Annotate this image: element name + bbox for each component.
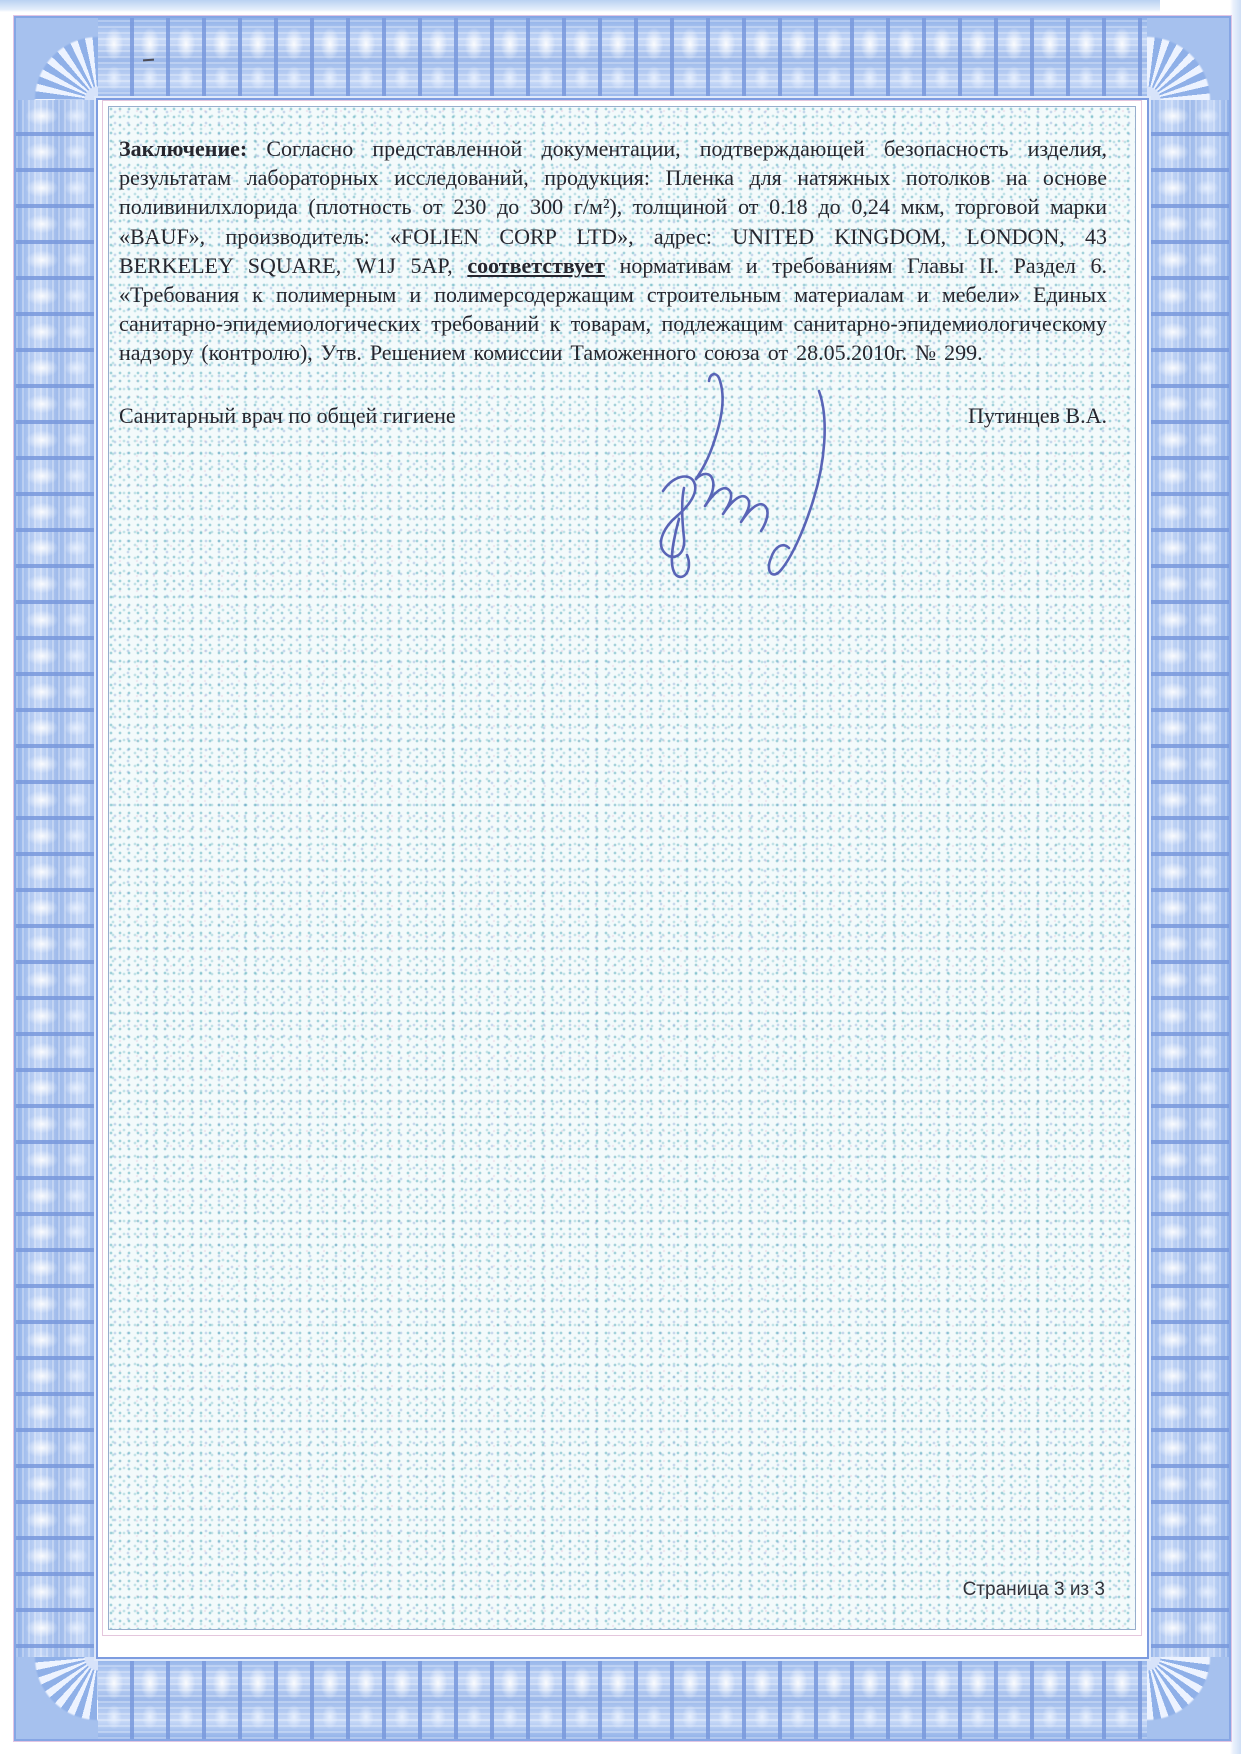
- corner-fan-ornament-bottom-right: [1147, 1657, 1229, 1739]
- conclusion-paragraph: [119, 134, 1107, 368]
- scan-edge-top: [0, 0, 1160, 12]
- signature-row: [119, 403, 1107, 429]
- signatory-name: Путинцев В.А.: [967, 403, 1107, 428]
- conclusion-text-before: Согласно представленной документации, подтверждающей безопасность изделия, результатам лабораторных исследований, продукция: Пленка для натяжных потолков на основе поливинилхлорида (плотность от 230 до 300 г/м²), толщиной от 0.18 до 0,24 мкм, торговой марки «BAUF», производитель: «FOLIEN CORP LTD», адрес: UNITED KINGDOM, LONDON, 43 BERKELEY SQUARE, W1J 5AP,: [119, 136, 1107, 278]
- conclusion-label: Заключение:: [119, 136, 248, 161]
- border-strip-left: [16, 98, 98, 1659]
- border-strip-right: [1147, 98, 1229, 1659]
- conclusion-text-after: нормативам и требованиям Главы II. Раздел 6. «Требования к полимерным и полимерсодержащим строительным материалам и мебели» Единых санитарно-эпидемиологических требований к товарам, подлежащим санитарно-эпидемиологическому надзору (контролю), Утв. Решением комиссии Таможенного союза от 28.05.2010г. № 299.: [119, 252, 1107, 366]
- page-indicator: Страница 3 из 3: [962, 1579, 1105, 1600]
- corner-fan-ornament-top-left: [16, 18, 98, 100]
- conclusion-emphasis-complies: соответствует: [467, 252, 605, 278]
- corner-fan-ornament-bottom-left: [16, 1657, 98, 1739]
- corner-fan-ornament-top-right: [1147, 18, 1229, 100]
- signatory-position-title: Санитарный врач по общей гигиене: [119, 403, 456, 428]
- border-strip-bottom: [96, 1657, 1149, 1739]
- scan-edge-right: [1230, 0, 1241, 1754]
- security-mesh-content-area: [108, 106, 1136, 1630]
- border-strip-top: [96, 18, 1149, 100]
- handwritten-signature-icon: [623, 369, 853, 583]
